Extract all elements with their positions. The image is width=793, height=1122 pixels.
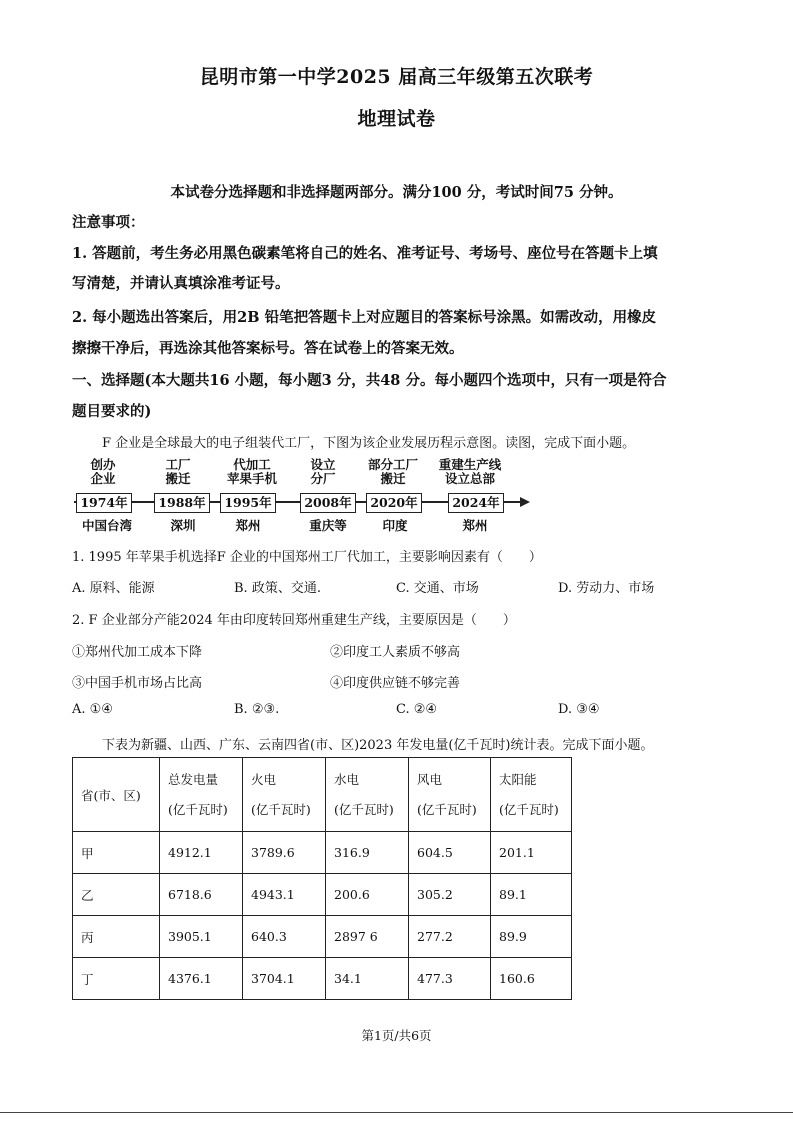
table-cell: 34.1 <box>326 958 409 1000</box>
subject-title: 地理试卷 <box>357 108 436 130</box>
table-row <box>73 832 572 874</box>
notice-item-2-line-1: 2. 每小题选出答案后，用2B 铅笔把答题卡上对应题目的答案标号涂黑。如需改动，用橡皮 <box>72 309 657 326</box>
table-cell: 604.5 <box>409 832 491 874</box>
timeline-event-5-label: 部分工厂 搬迁 <box>367 457 418 486</box>
table-cell: 305.2 <box>409 874 491 916</box>
table-cell: 477.3 <box>409 958 491 1000</box>
table-cell: 乙 <box>73 874 160 916</box>
timeline-event-1-label: 创办 企业 <box>90 457 116 486</box>
timeline-year-1988: 1988年 <box>154 493 210 513</box>
timeline-year-1974: 1974年 <box>76 493 132 513</box>
notice-item-2-line-2: 擦擦干净后，再选涂其他答案标号。答在试卷上的答案无效。 <box>72 340 464 357</box>
table-cell: 316.9 <box>326 832 409 874</box>
section-heading-line-2: 题目要求的) <box>72 403 152 420</box>
table-cell: 201.1 <box>491 832 572 874</box>
question-2-statement-3: ③中国手机市场占比高 <box>72 676 203 691</box>
question-1-option-c[interactable]: C. 交通、市场 <box>396 581 479 596</box>
timeline-place-2: 深圳 <box>170 518 196 533</box>
table-header-cell: 太阳能 (亿千瓦时) <box>491 758 572 832</box>
table-header-cell: 风电 (亿千瓦时) <box>409 758 491 832</box>
notice-heading: 注意事项： <box>72 214 145 231</box>
table-header-cell: 省(市、区) <box>73 758 160 832</box>
exam-title: 昆明市第一中学2025 届高三年级第五次联考 <box>199 66 594 88</box>
timeline-event-2-label: 工厂 搬迁 <box>165 457 191 486</box>
question-2-stem: 2. F 企业部分产能2024 年由印度转回郑州重建生产线，主要原因是（ ） <box>72 613 516 628</box>
table-cell: 6718.6 <box>160 874 243 916</box>
question-2-statement-4: ④印度供应链不够完善 <box>330 676 461 691</box>
table-cell: 640.3 <box>243 916 326 958</box>
timeline-event-3-label: 代加工 苹果手机 <box>226 457 277 486</box>
table-row <box>73 916 572 958</box>
notice-item-1-line-1: 1. 答题前，考生务必用黑色碳素笔将自己的姓名、准考证号、考场号、座位号在答题卡上填 <box>72 245 658 262</box>
page-footer: 第1页/共6页 <box>361 1028 432 1043</box>
timeline-place-6: 郑州 <box>462 518 488 533</box>
timeline-year-2008: 2008年 <box>300 493 356 513</box>
timeline-year-2020: 2020年 <box>366 493 422 513</box>
power-generation-table <box>72 757 572 1000</box>
timeline-place-4: 重庆等 <box>309 518 347 533</box>
timeline-year-2024: 2024年 <box>448 493 504 513</box>
timeline-event-6-label: 重建生产线 设立总部 <box>438 457 502 486</box>
table-cell: 200.6 <box>326 874 409 916</box>
table-cell: 丙 <box>73 916 160 958</box>
timeline-place-1: 中国台湾 <box>81 518 132 533</box>
question-2-statement-2: ②印度工人素质不够高 <box>330 645 461 660</box>
table-cell: 3905.1 <box>160 916 243 958</box>
table-cell: 3789.6 <box>243 832 326 874</box>
table-cell: 甲 <box>73 832 160 874</box>
timeline-place-5: 印度 <box>382 518 408 533</box>
table-cell: 160.6 <box>491 958 572 1000</box>
notice-item-1-line-2: 写清楚，并请认真填涂准考证号。 <box>72 275 290 292</box>
question-2-option-c[interactable]: C. ②④ <box>396 702 438 717</box>
question-1-option-a[interactable]: A. 原料、能源 <box>72 581 155 596</box>
table-cell: 2897 6 <box>326 916 409 958</box>
table-header-cell: 火电 (亿千瓦时) <box>243 758 326 832</box>
table-cell: 277.2 <box>409 916 491 958</box>
question-2-option-d[interactable]: D. ③④ <box>558 702 600 717</box>
question-2-statement-1: ①郑州代加工成本下降 <box>72 645 203 660</box>
intro-text: 本试卷分选择题和非选择题两部分。满分100 分，考试时间75 分钟。 <box>170 184 623 201</box>
question-1-stem: 1. 1995 年苹果手机选择F 企业的中国郑州工厂代加工，主要影响因素有（ ） <box>72 550 542 565</box>
passage-1: F 企业是全球最大的电子组装代工厂，下图为该企业发展历程示意图。读图，完成下面小题。 <box>102 436 636 451</box>
table-header-cell: 总发电量 (亿千瓦时) <box>160 758 243 832</box>
table-cell: 89.9 <box>491 916 572 958</box>
table-cell: 3704.1 <box>243 958 326 1000</box>
table-row <box>73 958 572 1000</box>
passage-2: 下表为新疆、山西、广东、云南四省(市、区)2023 年发电量(亿千瓦时)统计表。完成下面小题。 <box>102 738 654 753</box>
question-2-option-b[interactable]: B. ②③. <box>234 702 280 717</box>
table-cell: 4943.1 <box>243 874 326 916</box>
question-1-option-d[interactable]: D. 劳动力、市场 <box>558 581 655 596</box>
table-header-row <box>73 758 572 832</box>
section-heading-line-1: 一、选择题(本大题共16 小题，每小题3 分，共48 分。每小题四个选项中，只有一项是符合 <box>72 372 667 389</box>
timeline-place-3: 郑州 <box>235 518 261 533</box>
question-1-option-b[interactable]: B. 政策、交通. <box>234 581 321 596</box>
timeline-event-4-label: 设立 分厂 <box>310 457 336 486</box>
table-header-cell: 水电 (亿千瓦时) <box>326 758 409 832</box>
table-row <box>73 874 572 916</box>
table-cell: 89.1 <box>491 874 572 916</box>
table-cell: 4912.1 <box>160 832 243 874</box>
timeline-year-1995: 1995年 <box>220 493 276 513</box>
bottom-divider <box>0 1112 793 1113</box>
table-cell: 丁 <box>73 958 160 1000</box>
table-cell: 4376.1 <box>160 958 243 1000</box>
question-2-option-a[interactable]: A. ①④ <box>72 702 113 717</box>
